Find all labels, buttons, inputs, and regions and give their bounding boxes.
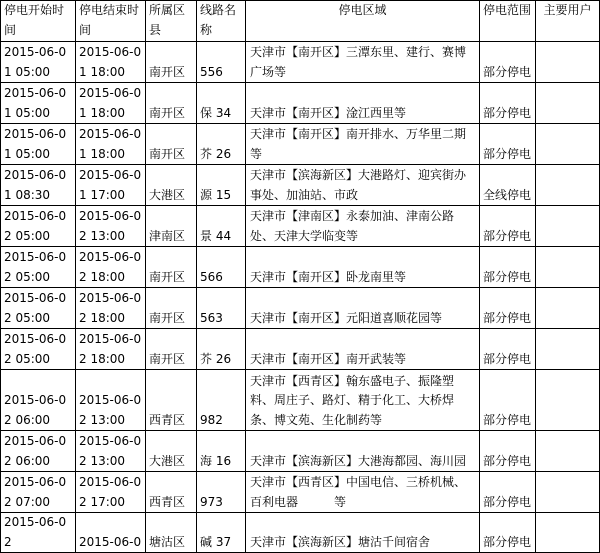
district-cell: 西青区 [146, 370, 197, 431]
users-cell [536, 42, 600, 83]
line-cell: 源 15 [197, 165, 246, 206]
end-time-cell: 2015-06-0 [76, 513, 146, 553]
district-cell: 大港区 [146, 431, 197, 472]
users-cell [536, 83, 600, 124]
end-time-cell: 2015-06-01 18:00 [76, 42, 146, 83]
users-cell [536, 431, 600, 472]
start-time-cell: 2015-06-02 06:00 [1, 370, 76, 431]
area-cell: 天津市【滨海新区】大港路灯、迎宾街办事处、加油站、市政 [246, 165, 480, 206]
start-time-cell: 2015-06-02 [1, 513, 76, 553]
table-row [1, 165, 600, 206]
line-cell: 保 34 [197, 83, 246, 124]
line-cell: 563 [197, 288, 246, 329]
line-cell: 973 [197, 472, 246, 513]
area-cell: 天津市【南开区】南开排水、万华里二期等 [246, 124, 480, 165]
district-cell: 塘沽区 [146, 513, 197, 553]
district-cell: 津南区 [146, 206, 197, 247]
users-cell [536, 165, 600, 206]
line-cell: 982 [197, 370, 246, 431]
table-row [1, 370, 600, 431]
scope-cell: 部分停电 [480, 370, 536, 431]
users-cell [536, 329, 600, 370]
end-time-cell: 2015-06-02 13:00 [76, 206, 146, 247]
scope-cell: 全线停电 [480, 165, 536, 206]
scope-cell: 部分停电 [480, 288, 536, 329]
area-cell: 天津市【滨海新区】塘沽千间宿舍 [246, 513, 480, 553]
scope-cell: 部分停电 [480, 206, 536, 247]
scope-cell: 部分停电 [480, 124, 536, 165]
end-time-cell: 2015-06-02 13:00 [76, 431, 146, 472]
scope-cell: 部分停电 [480, 431, 536, 472]
start-time-cell: 2015-06-01 05:00 [1, 83, 76, 124]
scope-cell: 部分停电 [480, 83, 536, 124]
area-cell: 天津市【津南区】永泰加油、津南公路处、天津大学临变等 [246, 206, 480, 247]
area-cell: 天津市【南开区】南开武装等 [246, 329, 480, 370]
end-time-cell: 2015-06-01 18:00 [76, 83, 146, 124]
header-start-time: 停电开始时间 [1, 1, 76, 42]
line-cell: 芥 26 [197, 124, 246, 165]
start-time-cell: 2015-06-01 05:00 [1, 124, 76, 165]
scope-cell: 部分停电 [480, 329, 536, 370]
table-row [1, 247, 600, 288]
district-cell: 南开区 [146, 247, 197, 288]
users-cell [536, 472, 600, 513]
area-cell: 天津市【南开区】卧龙南里等 [246, 247, 480, 288]
district-cell: 南开区 [146, 124, 197, 165]
header-row [1, 1, 600, 42]
area-cell: 天津市【南开区】淦江西里等 [246, 83, 480, 124]
end-time-cell: 2015-06-02 18:00 [76, 329, 146, 370]
start-time-cell: 2015-06-02 06:00 [1, 431, 76, 472]
start-time-cell: 2015-06-02 05:00 [1, 247, 76, 288]
table-row [1, 472, 600, 513]
scope-cell: 部分停电 [480, 42, 536, 83]
line-cell: 碱 37 [197, 513, 246, 553]
header-outage-scope: 停电范围 [480, 1, 536, 42]
end-time-cell: 2015-06-02 18:00 [76, 288, 146, 329]
start-time-cell: 2015-06-02 05:00 [1, 329, 76, 370]
table-row [1, 288, 600, 329]
end-time-cell: 2015-06-02 18:00 [76, 247, 146, 288]
start-time-cell: 2015-06-01 08:30 [1, 165, 76, 206]
line-cell: 芥 26 [197, 329, 246, 370]
area-cell: 天津市【南开区】元阳道喜顺花园等 [246, 288, 480, 329]
header-outage-area: 停电区域 [246, 1, 480, 42]
start-time-cell: 2015-06-02 05:00 [1, 288, 76, 329]
table-row [1, 124, 600, 165]
users-cell [536, 124, 600, 165]
table-row [1, 513, 600, 553]
area-cell: 天津市【滨海新区】大港海都园、海川园 [246, 431, 480, 472]
area-cell: 天津市【南开区】三潭东里、建行、赛博广场等 [246, 42, 480, 83]
header-end-time: 停电结束时间 [76, 1, 146, 42]
scope-cell: 部分停电 [480, 472, 536, 513]
header-main-users: 主要用户 [536, 1, 600, 42]
users-cell [536, 247, 600, 288]
users-cell [536, 513, 600, 553]
header-district: 所属区县 [146, 1, 197, 42]
area-cell: 天津市【西青区】翰东盛电子、振隆塑料、周庄子、路灯、精于化工、大桥焊条、博文苑、生化制药等 [246, 370, 480, 431]
table-row [1, 329, 600, 370]
users-cell [536, 288, 600, 329]
district-cell: 南开区 [146, 42, 197, 83]
line-cell: 景 44 [197, 206, 246, 247]
start-time-cell: 2015-06-02 05:00 [1, 206, 76, 247]
line-cell: 海 16 [197, 431, 246, 472]
scope-cell: 部分停电 [480, 513, 536, 553]
users-cell [536, 206, 600, 247]
table-row [1, 206, 600, 247]
area-cell: 天津市【西青区】中国电信、三桥机械、百利电器 等 [246, 472, 480, 513]
users-cell [536, 370, 600, 431]
end-time-cell: 2015-06-02 17:00 [76, 472, 146, 513]
district-cell: 南开区 [146, 329, 197, 370]
end-time-cell: 2015-06-01 17:00 [76, 165, 146, 206]
end-time-cell: 2015-06-01 18:00 [76, 124, 146, 165]
line-cell: 566 [197, 247, 246, 288]
end-time-cell: 2015-06-02 13:00 [76, 370, 146, 431]
district-cell: 南开区 [146, 288, 197, 329]
table-row [1, 431, 600, 472]
start-time-cell: 2015-06-01 05:00 [1, 42, 76, 83]
scope-cell: 部分停电 [480, 247, 536, 288]
district-cell: 大港区 [146, 165, 197, 206]
table-row [1, 42, 600, 83]
header-line-name: 线路名称 [197, 1, 246, 42]
line-cell: 556 [197, 42, 246, 83]
start-time-cell: 2015-06-02 07:00 [1, 472, 76, 513]
district-cell: 南开区 [146, 83, 197, 124]
district-cell: 西青区 [146, 472, 197, 513]
table-row [1, 83, 600, 124]
